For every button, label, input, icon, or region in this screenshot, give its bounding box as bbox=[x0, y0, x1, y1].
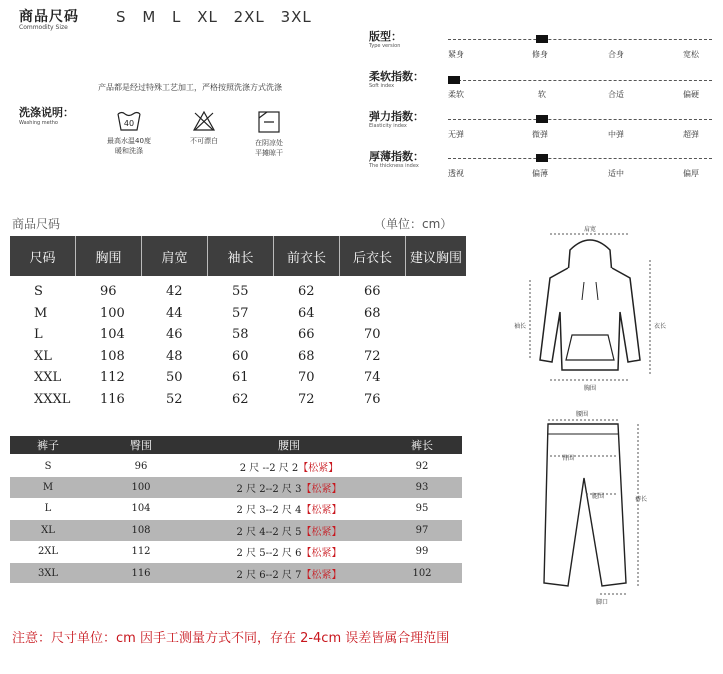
cell-length: 99 bbox=[415, 546, 429, 558]
pants-outline bbox=[544, 424, 626, 586]
top-table-body bbox=[10, 281, 466, 410]
column-header: 袖长 bbox=[208, 236, 274, 276]
no-bleach-icon bbox=[191, 110, 217, 132]
attr-soft-title: 柔软指数： bbox=[369, 70, 424, 83]
cell-length: 95 bbox=[415, 503, 429, 515]
cell-sleeve: 61 bbox=[232, 370, 249, 386]
cell-hip: 108 bbox=[131, 524, 151, 536]
attr-label: 无弹 bbox=[448, 130, 464, 139]
cell-length: 92 bbox=[415, 460, 429, 472]
cell-front-length: 62 bbox=[298, 284, 315, 300]
size-option: L bbox=[172, 8, 182, 26]
size-subtitle: Commodity Size bbox=[19, 24, 68, 31]
svg-text:40: 40 bbox=[123, 119, 135, 128]
attr-label: 紧身 bbox=[448, 50, 464, 59]
cell-sleeve: 60 bbox=[232, 348, 249, 364]
cell-length: 93 bbox=[415, 482, 429, 494]
shade-dry-item bbox=[241, 110, 297, 158]
elastic-tag: 【松紧】 bbox=[301, 505, 342, 517]
washing-title: 洗涤说明： bbox=[19, 106, 74, 119]
size-title: 商品尺码 bbox=[19, 9, 79, 25]
attr-elastic-scale bbox=[448, 119, 712, 120]
elastic-tag: 【松紧】 bbox=[301, 484, 342, 496]
column-header: 裤长 bbox=[411, 439, 433, 452]
cell-size: 3XL bbox=[37, 567, 59, 579]
hoodie-label-bottom: 胸围 bbox=[583, 385, 597, 392]
hoodie-label-top: 肩宽 bbox=[583, 226, 597, 233]
cell-chest: 112 bbox=[100, 370, 125, 386]
cell-shoulder: 42 bbox=[166, 284, 183, 300]
shade-dry-line1: 在阴凉处 bbox=[255, 139, 283, 147]
cell-waist: 2 尺 3--2 尺 4【松紧】 bbox=[236, 505, 342, 517]
wash-40-line1: 最高水温40度 bbox=[107, 137, 151, 145]
wash-40-item bbox=[96, 110, 162, 156]
cell-size: L bbox=[34, 327, 43, 343]
column-header: 前衣长 bbox=[274, 236, 340, 276]
cell-shoulder: 50 bbox=[166, 370, 183, 386]
table-row bbox=[10, 520, 462, 541]
table-row bbox=[10, 303, 466, 325]
process-note: 产品都是经过特殊工艺加工，严格按照洗涤方式洗涤 bbox=[98, 83, 282, 92]
cell-waist: 2 尺 5--2 尺 6【松紧】 bbox=[236, 548, 342, 560]
table-row bbox=[10, 281, 466, 303]
pants-label-length: 裤长 bbox=[635, 496, 648, 503]
attr-elastic-subtitle: Elasticity index bbox=[369, 123, 407, 129]
cell-back-length: 74 bbox=[364, 370, 381, 386]
pants-table-header bbox=[10, 436, 462, 454]
attr-type-title: 版型： bbox=[369, 30, 402, 43]
top-table-header bbox=[10, 236, 466, 276]
no-bleach-item bbox=[176, 110, 232, 146]
elastic-tag: 【松紧】 bbox=[301, 569, 342, 581]
table-row bbox=[10, 367, 466, 389]
no-bleach-line1: 不可漂白 bbox=[190, 137, 218, 145]
attr-label: 偏薄 bbox=[532, 169, 548, 178]
attr-soft-marker bbox=[448, 76, 460, 84]
hoodie-body-outline bbox=[540, 268, 640, 370]
cell-waist: 2 尺 2--2 尺 3【松紧】 bbox=[236, 484, 342, 496]
cell-sleeve: 62 bbox=[232, 391, 249, 407]
cell-back-length: 68 bbox=[364, 305, 381, 321]
attr-label: 合适 bbox=[608, 90, 624, 99]
table-unit: （单位：cm） bbox=[374, 217, 453, 231]
cell-back-length: 76 bbox=[364, 391, 381, 407]
column-header: 臀围 bbox=[130, 439, 152, 452]
attr-label: 中弹 bbox=[608, 130, 624, 139]
column-header: 后衣长 bbox=[340, 236, 406, 276]
shade-dry-icon bbox=[256, 110, 282, 134]
attr-label: 软 bbox=[538, 90, 546, 99]
cell-chest: 100 bbox=[100, 305, 125, 321]
cell-size: M bbox=[42, 482, 54, 494]
cell-waist: 2 尺 6--2 尺 7【松紧】 bbox=[236, 569, 342, 581]
cell-front-length: 68 bbox=[298, 348, 315, 364]
cell-size: 2XL bbox=[37, 546, 59, 558]
cell-length: 102 bbox=[412, 567, 432, 579]
cell-hip: 96 bbox=[134, 460, 148, 472]
size-option: 2XL bbox=[233, 8, 265, 26]
table-row bbox=[10, 477, 462, 498]
attr-thick-scale bbox=[448, 158, 712, 159]
size-option: 3XL bbox=[280, 8, 312, 26]
attr-thick-subtitle: The thickness index bbox=[369, 163, 419, 169]
table-row bbox=[10, 456, 462, 477]
table-title: 商品尺码 bbox=[12, 217, 61, 231]
attr-label: 透视 bbox=[448, 169, 464, 178]
cell-sleeve: 55 bbox=[232, 284, 249, 300]
wash-40-icon bbox=[116, 110, 142, 132]
column-header: 裤子 bbox=[37, 439, 59, 452]
attr-thick-title: 厚薄指数： bbox=[369, 150, 424, 163]
cell-chest: 96 bbox=[100, 284, 117, 300]
cell-back-length: 70 bbox=[364, 327, 381, 343]
cell-chest: 116 bbox=[100, 391, 125, 407]
size-option: S bbox=[116, 8, 127, 26]
attr-label: 合身 bbox=[608, 50, 624, 59]
column-header: 肩宽 bbox=[142, 236, 208, 276]
attr-label: 适中 bbox=[608, 169, 624, 178]
cell-size: S bbox=[44, 460, 52, 472]
attr-type-subtitle: Type version bbox=[369, 43, 401, 49]
size-list bbox=[116, 8, 322, 26]
cell-sleeve: 58 bbox=[232, 327, 249, 343]
cell-back-length: 66 bbox=[364, 284, 381, 300]
cell-front-length: 70 bbox=[298, 370, 315, 386]
cell-sleeve: 57 bbox=[232, 305, 249, 321]
cell-size: XL bbox=[34, 348, 52, 364]
table-row bbox=[10, 324, 466, 346]
cell-waist: 2 尺 4--2 尺 5【松紧】 bbox=[236, 526, 342, 538]
column-header: 尺码 bbox=[10, 236, 76, 276]
cell-shoulder: 44 bbox=[166, 305, 183, 321]
attr-type-marker bbox=[536, 35, 548, 43]
wash-40-line2: 暖和洗涤 bbox=[115, 147, 143, 155]
table-row bbox=[10, 563, 462, 584]
pants-label-waist: 腰围 bbox=[575, 411, 589, 418]
elastic-tag: 【松紧】 bbox=[301, 526, 342, 538]
column-header: 建议胸围 bbox=[409, 250, 462, 266]
table-row bbox=[10, 389, 466, 411]
elastic-tag: 【松紧】 bbox=[298, 462, 339, 474]
attr-elastic-title: 弹力指数： bbox=[369, 110, 424, 123]
table-row bbox=[10, 542, 462, 563]
elastic-tag: 【松紧】 bbox=[301, 548, 342, 560]
attr-label: 宽松 bbox=[683, 50, 699, 59]
cell-chest: 104 bbox=[100, 327, 125, 343]
pants-diagram bbox=[520, 408, 670, 608]
pants-label-hem: 脚口 bbox=[595, 599, 609, 606]
cell-shoulder: 52 bbox=[166, 391, 183, 407]
cell-size: S bbox=[34, 284, 43, 300]
attr-label: 微弹 bbox=[532, 130, 548, 139]
size-option: XL bbox=[197, 8, 218, 26]
cell-hip: 100 bbox=[131, 482, 151, 494]
attr-label: 柔软 bbox=[448, 90, 464, 99]
attr-label: 偏厚 bbox=[683, 169, 699, 178]
cell-shoulder: 48 bbox=[166, 348, 183, 364]
attr-label: 超弹 bbox=[683, 130, 699, 139]
cell-size: L bbox=[44, 503, 52, 515]
cell-length: 97 bbox=[415, 524, 429, 536]
cell-back-length: 72 bbox=[364, 348, 381, 364]
pants-table-body bbox=[10, 456, 462, 584]
cell-shoulder: 46 bbox=[166, 327, 183, 343]
cell-size: XXL bbox=[34, 370, 62, 386]
hoodie-label-right: 衣长 bbox=[653, 323, 667, 330]
size-option: M bbox=[142, 8, 157, 26]
attr-soft-scale bbox=[448, 80, 712, 81]
column-header: 胸围 bbox=[76, 236, 142, 276]
attr-label: 修身 bbox=[532, 50, 548, 59]
cell-size: XXXL bbox=[34, 391, 71, 407]
hoodie-diagram bbox=[500, 220, 680, 400]
cell-chest: 108 bbox=[100, 348, 125, 364]
cell-front-length: 72 bbox=[298, 391, 315, 407]
cell-hip: 104 bbox=[131, 503, 151, 515]
attr-soft-subtitle: Soft index bbox=[369, 83, 395, 89]
attr-label: 偏硬 bbox=[683, 90, 699, 99]
table-row bbox=[10, 346, 466, 368]
pants-label-thigh: 腿围 bbox=[591, 493, 605, 500]
column-header: 腰围 bbox=[278, 439, 300, 452]
cell-front-length: 64 bbox=[298, 305, 315, 321]
attr-type-scale bbox=[448, 39, 712, 40]
attr-thick-marker bbox=[536, 154, 548, 162]
hoodie-label-left: 袖长 bbox=[513, 323, 527, 330]
cell-waist: 2 尺 --2 尺 2【松紧】 bbox=[239, 462, 339, 474]
cell-front-length: 66 bbox=[298, 327, 315, 343]
cell-size: M bbox=[34, 305, 48, 321]
cell-hip: 112 bbox=[131, 546, 151, 558]
pants-label-hip: 臀围 bbox=[561, 455, 575, 462]
attr-elastic-marker bbox=[536, 115, 548, 123]
washing-subtitle: Washing metho bbox=[19, 120, 58, 126]
cell-hip: 116 bbox=[131, 567, 151, 579]
shade-dry-line2: 平摊晾干 bbox=[255, 149, 283, 157]
measurement-note: 注意：尺寸单位：cm 因手工测量方式不同，存在 2-4cm 误差皆属合理范围 bbox=[12, 631, 450, 646]
cell-size: XL bbox=[41, 524, 55, 536]
table-row bbox=[10, 499, 462, 520]
